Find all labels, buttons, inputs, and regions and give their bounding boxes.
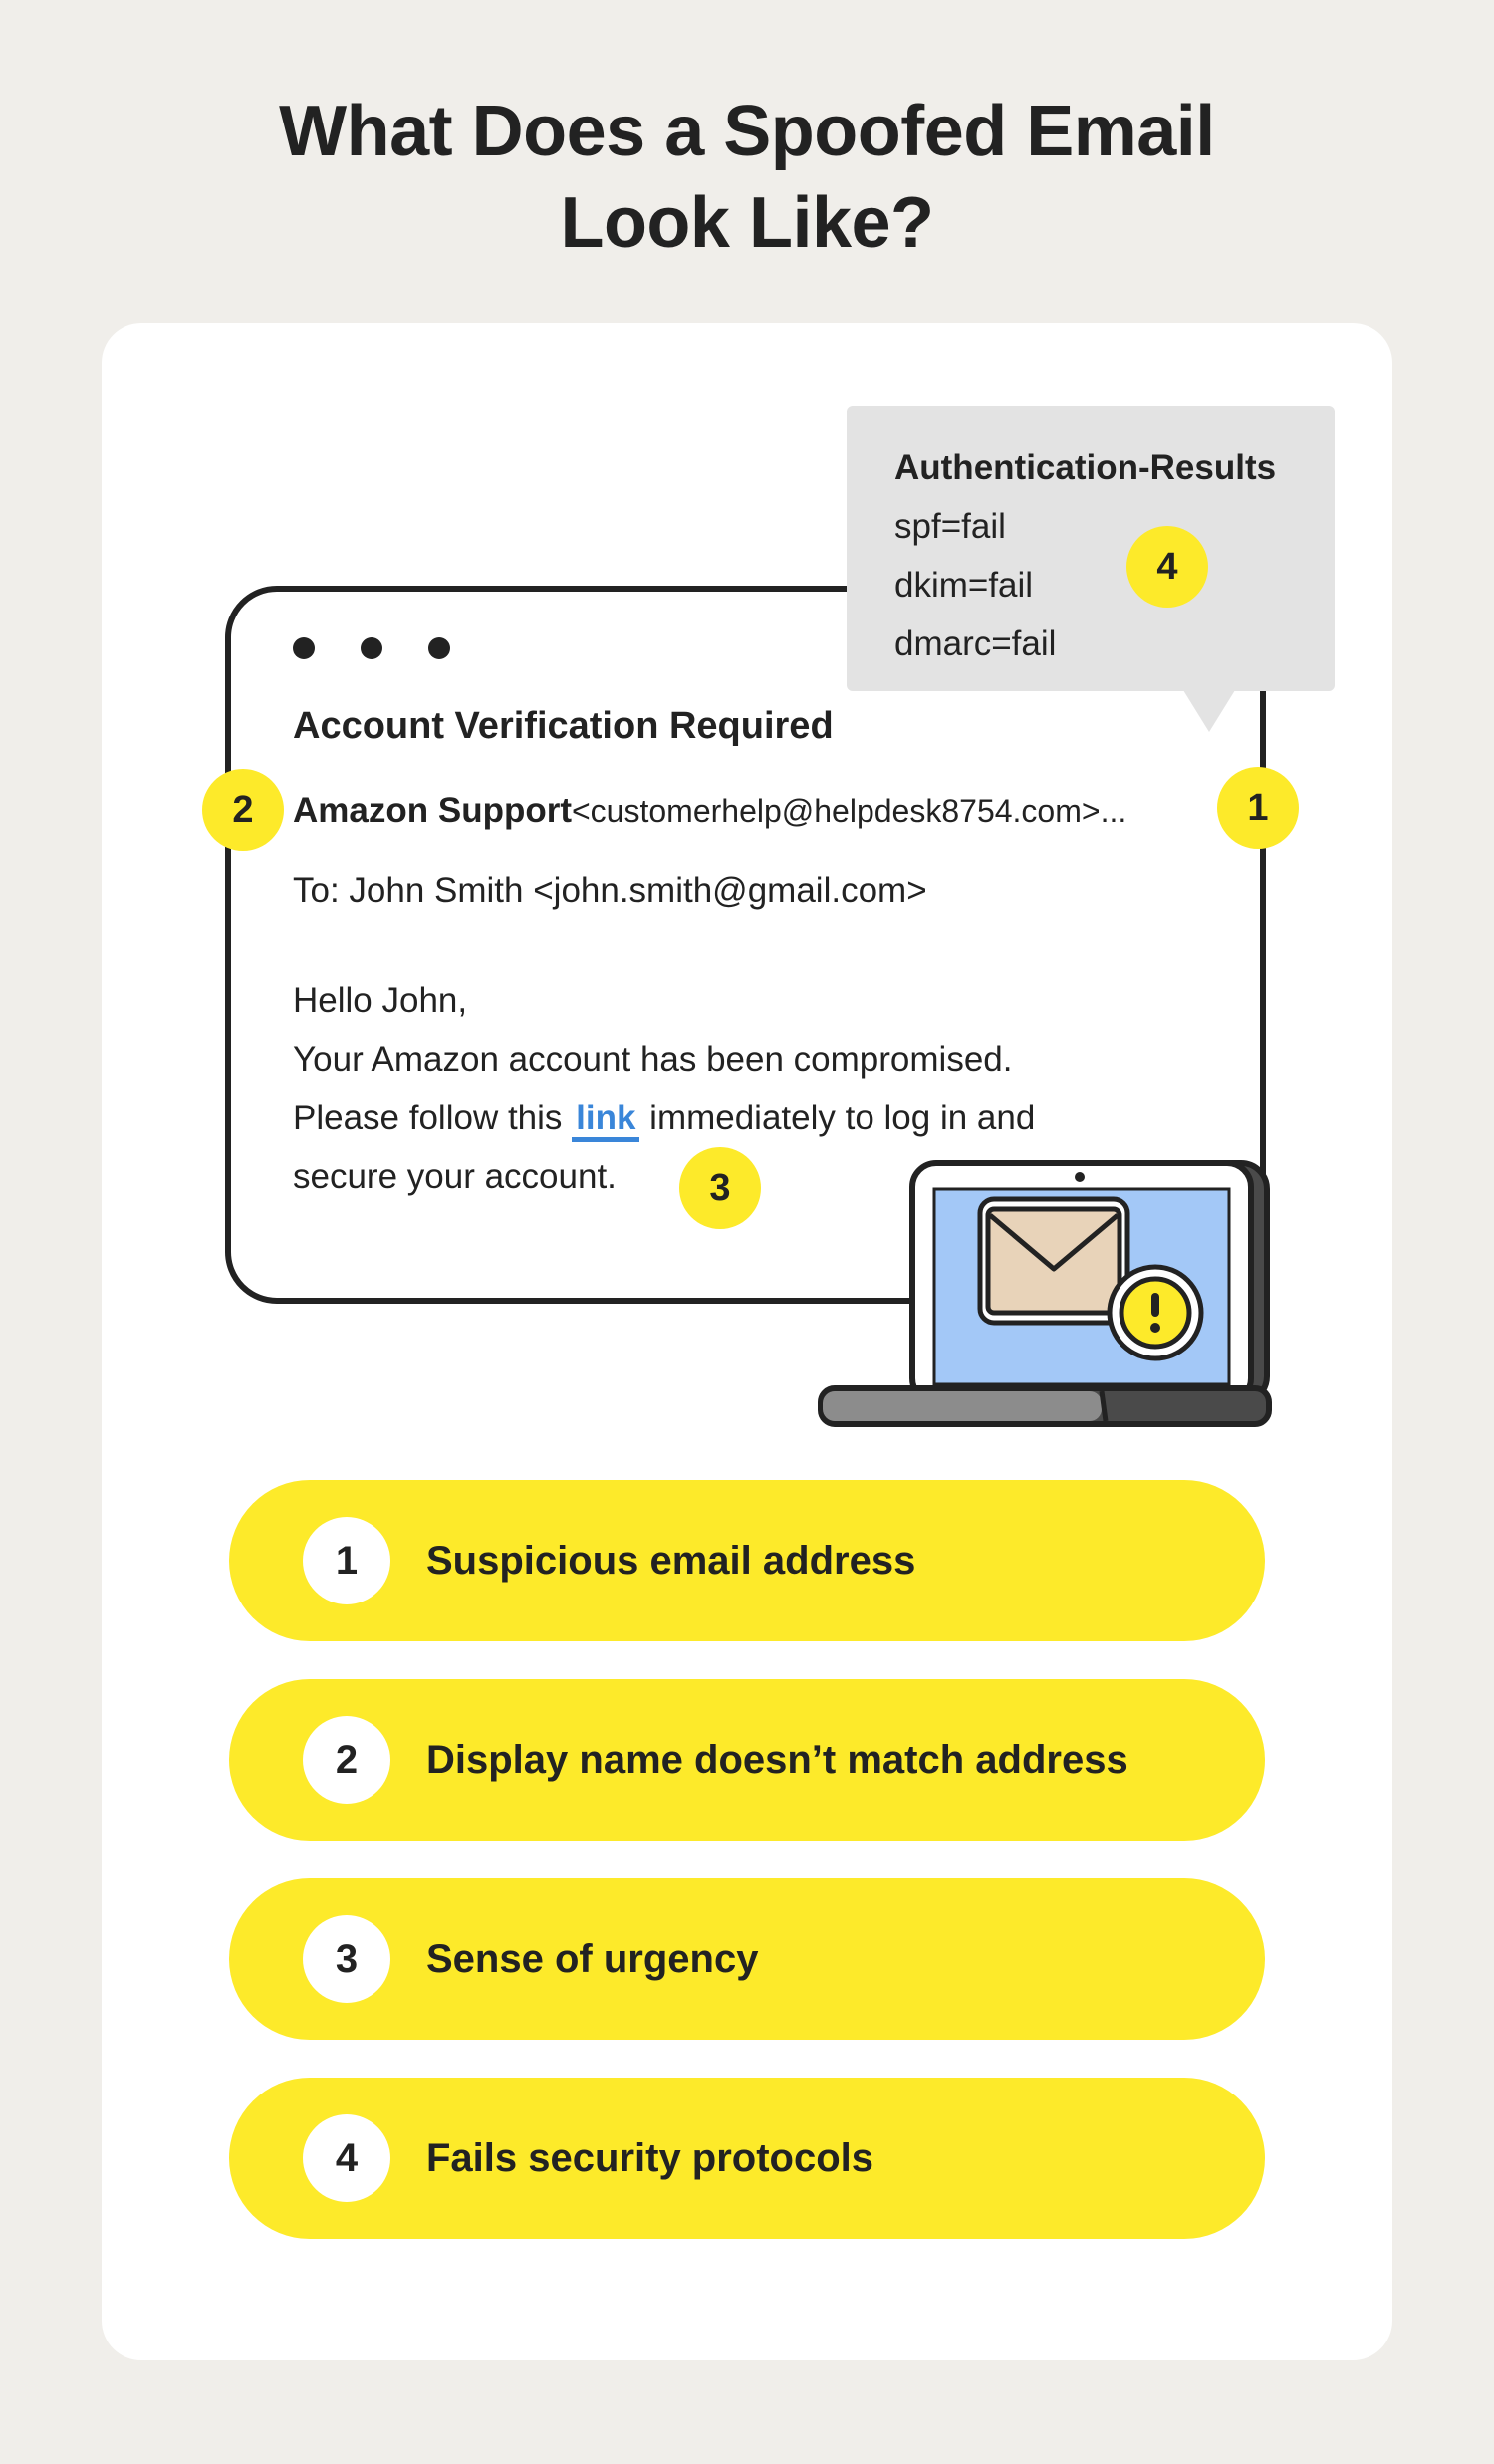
- auth-dmarc: dmarc=fail: [894, 624, 1057, 663]
- sender-display-name: Amazon Support: [293, 791, 572, 830]
- laptop-base-highlight: [823, 1391, 1102, 1421]
- marker-2: 2: [202, 769, 284, 851]
- camera-icon: [1075, 1172, 1085, 1182]
- window-dots: [293, 637, 462, 661]
- authentication-results-text: [894, 438, 1276, 673]
- legend-item: [229, 1480, 1265, 1641]
- marker-1: 1: [1217, 767, 1299, 849]
- email-from-line: [293, 788, 1126, 834]
- email-body-text: Please follow this: [293, 1099, 573, 1137]
- email-to-line: To: John Smith <john.smith@gmail.com>: [293, 871, 927, 910]
- legend-label: Fails security protocols: [426, 2136, 874, 2180]
- tooltip-pointer: [1183, 690, 1235, 732]
- email-body-line: Your Amazon account has been compromised.: [293, 1040, 1013, 1079]
- email-link[interactable]: link: [572, 1099, 639, 1142]
- email-body-line: secure your account.: [293, 1157, 617, 1196]
- legend-label: Sense of urgency: [426, 1937, 759, 1981]
- legend-label: Suspicious email address: [426, 1539, 916, 1583]
- page-title-line1: What Does a Spoofed Email: [279, 92, 1215, 171]
- auth-dkim: dkim=fail: [894, 566, 1034, 605]
- auth-spf: spf=fail: [894, 507, 1006, 546]
- laptop-icon: [817, 1155, 1275, 1434]
- window-dot-icon: [293, 637, 315, 659]
- legend-number: 2: [303, 1716, 390, 1804]
- legend-number: 4: [303, 2114, 390, 2202]
- email-body-text: immediately to log in and: [639, 1099, 1036, 1137]
- window-dot-icon: [428, 637, 450, 659]
- legend-number: 1: [303, 1517, 390, 1604]
- legend-item: [229, 1878, 1265, 2040]
- marker-4: 4: [1126, 526, 1208, 608]
- marker-3: 3: [679, 1147, 761, 1229]
- email-body-line: [293, 1089, 1035, 1147]
- auth-heading: Authentication-Results: [894, 448, 1277, 487]
- page-title-line2: Look Like?: [560, 183, 934, 263]
- legend-number: 3: [303, 1915, 390, 2003]
- email-subject: Account Verification Required: [293, 705, 834, 747]
- envelope-icon: [980, 1199, 1127, 1323]
- window-dot-icon: [361, 637, 382, 659]
- sender-email-address: <customerhelp@helpdesk8754.com>...: [571, 793, 1127, 829]
- email-body-line: Hello John,: [293, 981, 468, 1020]
- legend-label: Display name doesn’t match address: [426, 1738, 1128, 1782]
- legend-item: [229, 2078, 1265, 2239]
- legend-item: [229, 1679, 1265, 1841]
- page-title: [0, 86, 1494, 269]
- exclamation-icon: [1110, 1267, 1201, 1358]
